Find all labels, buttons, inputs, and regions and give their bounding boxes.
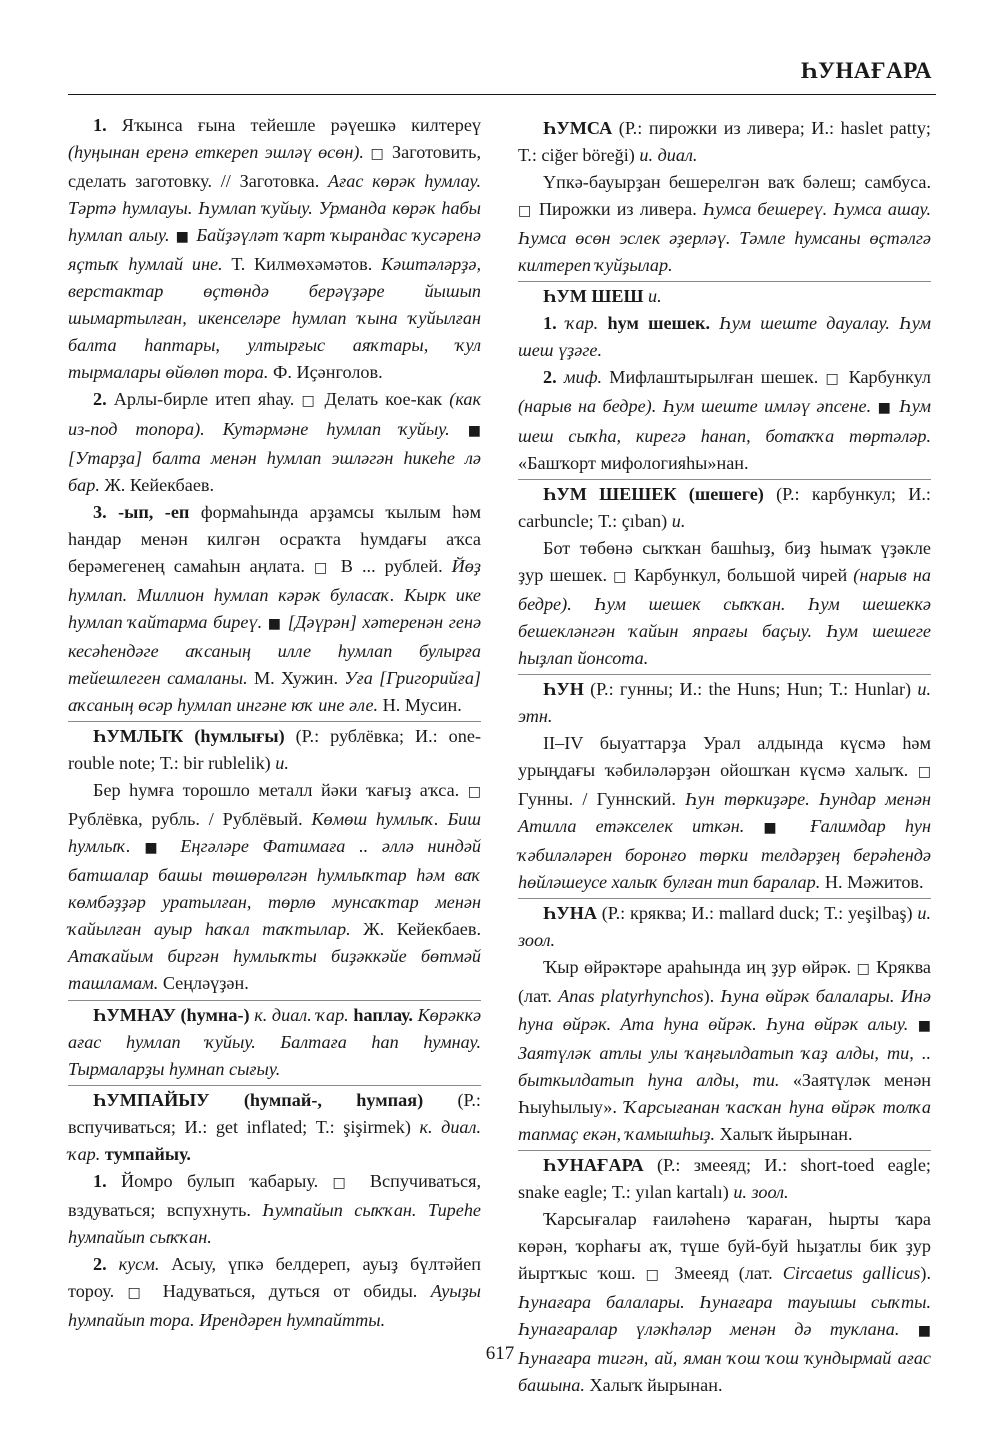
paragraph: Ҡарсығалар ғаиләһенә ҡараған, һырты ҡара көрән, ҡорһағы аҡ, түше буй-буй һыҙатлы бик ҙур йыртҡыс ҡош. □ Змееяд (лат. Circaetus gallicus). Һунағара балалары. Һунағара тауышы сыҡты. Һунағаралар үләкһәләр менән дә туклана. ■ Һунағара тигән, ай, яман ҡош ҡош ҡундырмай ағас башына. Халыҡ йырынан.: [518, 1208, 931, 1396]
paragraph: 1. Йомро булып ҡабарыу. □ Вспучиваться, вздуваться; вспухнуть. Һумпайып сыҡҡан. Тиреһе һумпайып сыҡҡан.: [68, 1170, 481, 1247]
paragraph: Бот төбөнә сыҡҡан башһыҙ, биҙ һымаҡ үҙәкле ҙур шешек. □ Карбункул, большой чирей (нарыв на бедре). Һум шешек сыҡҡан. Һум шешеккә бешекләнгән ҡайын япрағы баҫыу. Һум шешеге һыҙлап йонсота.: [518, 537, 931, 668]
paragraph: 2. Арлы-бирле итеп яһау. □ Делать кое-как (как из-под топора). Кутәрмәне һумлап ҡуйыу. ■ [Утарҙа] балта менән һумлап эшләгән һикеһе лә бар. Ж. Кейекбаев.: [68, 389, 481, 495]
page-number: 617: [485, 1343, 515, 1364]
paragraph: II–IV быуаттарҙа Урал алдында күсмә һәм урыңдағы ҡәбиләләрҙән ойошҡан күсмә халыҡ. □ Гунны. / Гуннский. Һун төркиҙәре. Һундар менән Атилла етәкселек иткән. ■ Ғалимдар һун ҡәбиләләрен боронғо төрки телдәрҙең берәһендә һөйләшеусе халыҡ булған тип баралар. Н. Мәжитов.: [518, 733, 932, 893]
entry-headword-paragraph: ҺУН (Р.: гунны; И.: the Huns; Hun; Т.: Hunlar) и. этн.: [518, 674, 931, 730]
paragraph: 1. Яҡынса ғына тейешле рәүешкә килтереү (һуңынан еренә еткереп эшләү өсөн). □ Заготовить, сделать заготовку. // Заготовка. Ағас көрәк һумлау. Тәртә һумлауы. Һумлап ҡуйыу. Урманда көрәк һабы һумлап алыу. ■ Байҙәүләт ҡарт ҡырандас ҡусәренә яҫтыҡ һумлай ине. Т. Килмөхәмәтов. Кәштәләрҙә, верстактар өҫтөндә берәүҙәре йышып шымартылған, икенселәре һумлап ҡына ҡуйылған балта һаптары, ултырғыс аяҡтары, ҡул тырмалары өйөлөп тора. Ф. Иҫәнголов.: [68, 115, 482, 383]
paragraph: 2. кусм. Асыу, үпкә белдереп, ауыҙ бүлтәйеп тороу. □ Надуваться, дуться от обиды. Ауыҙы һумпайып тора. Ирендәрен һумпайтты.: [68, 1253, 482, 1331]
paragraph: 1. ҡар. һум шешек. Һум шеште дауалау. Һум шеш үҙәге.: [518, 313, 932, 361]
entry-headword-paragraph: ҺУМПАЙЫУ (һумпай-, һумпая) (Р.: вспучиваться; И.: get inflated; Т.: şişirmek) к. диал. ҡар. тумпайыу.: [68, 1085, 481, 1168]
entry-headword-paragraph: ҺУМ ШЕШЕК (шешеге) (Р.: карбункул; И.: carbuncle; Т.: çıban) и.: [518, 479, 931, 535]
paragraph: Бер һумға торошло металл йәки ҡағыҙ аҡса. □ Рублёвка, рубль. / Рублёвый. Көмөш һумлыҡ. Биш һумлыҡ. ■ Еңгәләре Фатимаға .. әллә ниндәй батшалар башы төшөрөлгән һумлыҡтар һәм ваҡ көмбәҙҙәр уратылған, төрлө мунсаҡтар менән ҡайылған ауыр һаҡал таҡтылар. Ж. Кейекбаев. Атаҡайым биргән һумлыҡты биҙәккәйе бөтмәй ташламам. Сеңләүҙән.: [68, 780, 482, 994]
entry-headword-paragraph: ҺУМ ШЕШ и.: [518, 281, 931, 310]
right-column: [518, 112, 931, 1399]
entry-headword-paragraph: ҺУМНАУ (һумна-) к. диал. ҡар. һаплау. Көрәккә ағас һумлап ҡуйыу. Балтаға һап һумнау. Тырмаларҙы һумнап сығыу.: [68, 1000, 481, 1083]
entry-headword-paragraph: ҺУНАҒАРА (Р.: змееяд; И.: short-toed eagle; snake eagle; Т.: yılan kartalı) и. зоол.: [518, 1150, 931, 1206]
running-head: ҺУНАҒАРА: [800, 58, 932, 83]
paragraph: Ҡыр өйрәктәре араһында иң ҙур өйрәк. □ Кряква (лат. Anas platyrhynchos). Һуна өйрәк балалары. Инә һуна өйрәк. Ата һуна өйрәк. Һуна өйрәк алыу. ■ Заятүләк атлы улы ҡаңғылдатып ҡаҙ алды, ти, .. быткылдатып һуна алды, ти. «Заятүләк менән Һыуһылыу». Ҡарсығанан ҡасҡан һуна өйрәк толҡа тапмаҫ екән, ҡамышһыҙ. Халыҡ йырынан.: [518, 957, 932, 1144]
entry-headword-paragraph: ҺУМЛЫҠ (һумлығы) (Р.: рублёвка; И.: one-rouble note; Т.: bir rublelik) и.: [68, 721, 481, 777]
left-column: [68, 112, 481, 1334]
entry-headword-paragraph: ҺУНА (Р.: кряква; И.: mallard duck; Т.: yeşilbaş) и. зоол.: [518, 898, 931, 954]
paragraph: 3. -ып, -еп формаһында арҙамсы ҡылым һәм һандар менән килгән осраҡта һумдағы аҡса берәмегенең самаһын аңлата. □ В ... рублей. Йөҙ һумлап. Миллион һумлап кәрәк буласаҡ. Кырк ике һумлап ҡайтарма биреү. ■ [Дәүрән] хәтеренән генә кесәһендәге аҡсаның илле һумлап булырға тейешлеген самаланы. М. Хужин. Уға [Григорийға] аҡсаның өсәр һумлап ингәне юҡ ине әле. Н. Мусин.: [68, 501, 482, 715]
header-rule: [68, 94, 936, 95]
paragraph: 2. миф. Мифлаштырылған шешек. □ Карбункул (нарыв на бедре). Һум шеште имләү әпсене. ■ Һум шеш сыҡһа, кирегә һанап, ботаҡҡа төртәләр. «Башҡорт мифологияһы»нан.: [518, 367, 931, 473]
entry-headword-paragraph: ҺУМСА (Р.: пирожки из ливера; И.: haslet patty; Т.: ciğer böreği) и. диал.: [518, 118, 931, 166]
paragraph: Үпкә-бауырҙан бешерелгән ваҡ бәлеш; самбуса. □ Пирожки из ливера. Һумса бешереү. Һумса ашау. Һумса өсөн эслек әҙерләү. Тәмле һумсаны өҫтәлгә килтереп ҡуйҙылар.: [518, 172, 931, 276]
